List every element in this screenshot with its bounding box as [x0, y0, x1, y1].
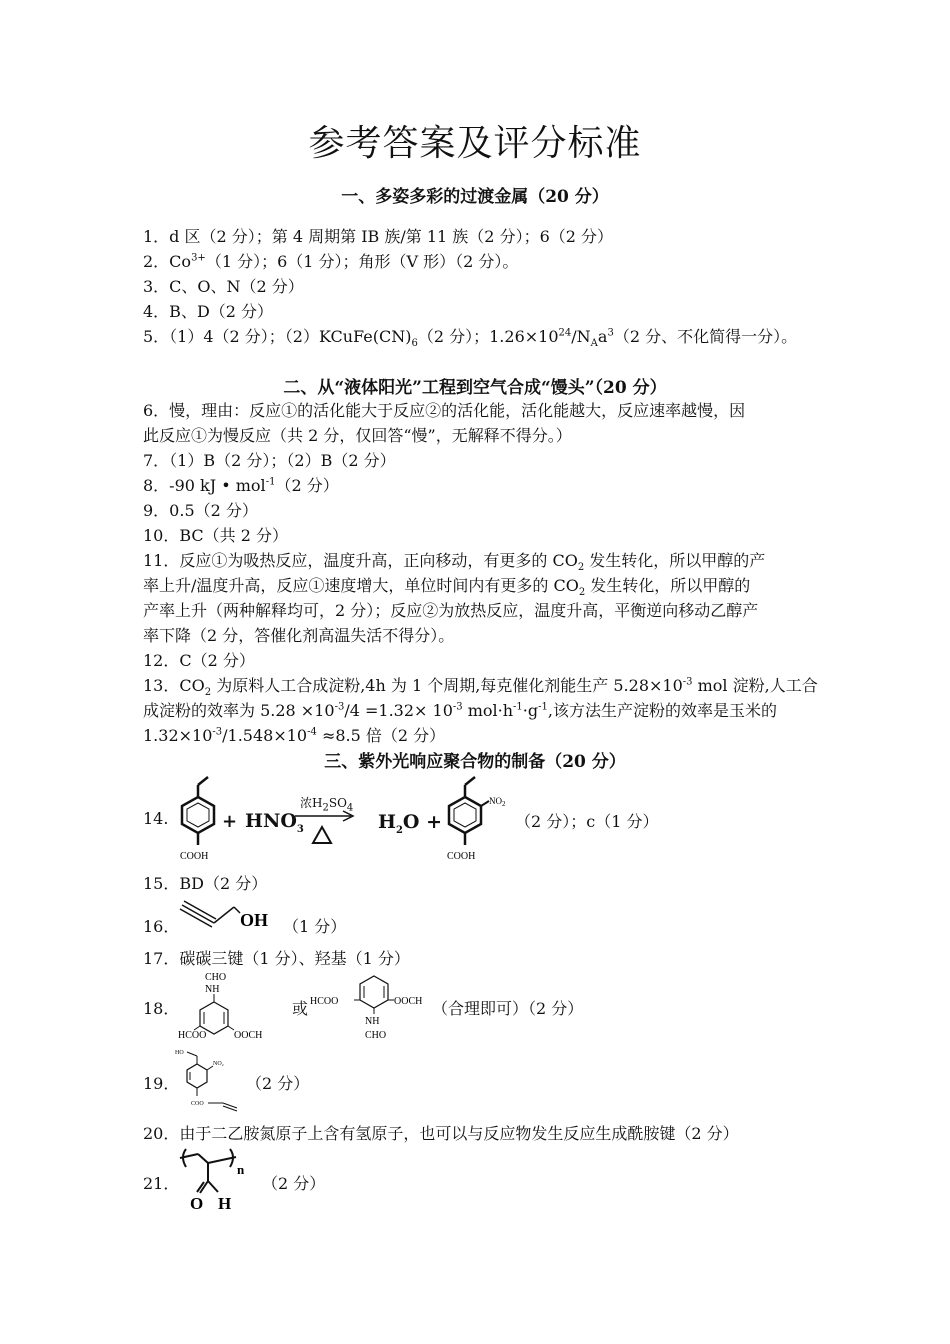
answer-18-score: （合理即可）（2 分） [432, 999, 584, 1018]
q14-no2-sub: 2 [502, 800, 506, 808]
q14-product-structure [437, 775, 527, 870]
answer-5-sup-2: 3 [607, 327, 614, 339]
answer-16-score: （1 分） [283, 917, 347, 936]
answer-11-line-2 [143, 573, 751, 599]
answer-14-reagent-text: HNO [245, 810, 297, 832]
answer-13-l3-sup1: -3 [212, 726, 223, 738]
answer-14-catalyst-b: SO [328, 796, 347, 810]
q18-structure-2 [310, 968, 440, 1043]
answer-13-l2-b: /4 =1.32× 10 [344, 701, 453, 720]
answer-4: 4．B、D（2 分） [143, 302, 274, 321]
q19-coo: COO [191, 1101, 204, 1107]
answer-10: 10．BC（共 2 分） [143, 526, 289, 545]
q14-no2 [489, 796, 506, 808]
answer-14-score: （2 分）；c（1 分） [515, 812, 659, 831]
answer-14-catalyst-sub1: 2 [322, 802, 329, 814]
q14-cooh-1: COOH [180, 851, 209, 862]
q16-propargyl-alcohol-structure [180, 895, 280, 935]
answer-11-l1-sub: 2 [577, 562, 585, 574]
answer-15: 15．BD（2 分） [143, 874, 268, 893]
answer-13-l3-b: /1.548×10 [222, 726, 308, 745]
answer-17: 17．碳碳三键（1 分）、羟基（1 分） [143, 949, 410, 968]
answer-13-l1-sub: 2 [204, 687, 212, 699]
q18-m1-nh: NH [205, 984, 220, 995]
answer-2 [143, 249, 518, 272]
section-heading-3: 三、紫外光响应聚合物的制备（20 分） [324, 752, 626, 772]
answer-12: 12．C（2 分） [143, 651, 255, 670]
answer-3: 3．C、O、N（2 分） [143, 277, 304, 296]
answer-21-score: （2 分） [262, 1174, 326, 1193]
section-heading-2: 二、从“液体阳光”工程到空气合成“馒头”（20 分） [283, 378, 667, 398]
answer-13-l2-sup2: -3 [452, 701, 463, 713]
q14-cooh-2: COOH [447, 851, 476, 862]
answer-13-l2-a: 成淀粉的效率为 5.28 ×10 [143, 701, 335, 720]
q18-structure-1 [178, 968, 293, 1043]
answer-8-text-a: 8．-90 kJ • mol [143, 476, 266, 495]
answer-19-label: 19． [143, 1074, 180, 1093]
answer-21-label: 21． [143, 1174, 180, 1193]
answer-13-line-2 [143, 698, 777, 721]
answer-9: 9．0.5（2 分） [143, 501, 258, 520]
q19-ho: HO [175, 1050, 184, 1056]
answer-5 [143, 324, 798, 350]
answer-11-line-3: 产率上升（两种解释均可，2 分）；反应②为放热反应，温度升高，平衡逆向移动乙醇产 [143, 601, 759, 620]
q21-polymer-structure [178, 1145, 268, 1215]
answer-13-l2-c: mol·h [462, 701, 514, 720]
answer-13-line-1 [143, 673, 818, 699]
answer-2-sup: 3+ [191, 252, 206, 264]
answer-5-text-d: a [597, 327, 608, 346]
answer-5-text-b: （2 分）；1.26×10 [417, 327, 559, 346]
answer-6-line-2: 此反应①为慢反应（共 2 分，仅回答“慢”，无解释不得分。） [143, 426, 572, 445]
answer-11-l2-b: 发生转化，所以甲醇的 [585, 576, 751, 595]
answer-18-or: 或 [292, 999, 309, 1018]
q14-no2-text: NO [489, 796, 502, 806]
answer-13-l2-sup1: -3 [334, 701, 345, 713]
q19-structure [175, 1044, 250, 1114]
answer-13-line-3 [143, 723, 445, 746]
answer-13-l2-e: ,该方法生产淀粉的效率是玉米的 [547, 701, 777, 720]
answer-11-l2-sub: 2 [578, 587, 586, 599]
q18-m1-left: HCOO [178, 1030, 207, 1041]
q18-m2-left: HCOO [310, 996, 339, 1007]
q19-no2: NO₂ [213, 1061, 224, 1067]
answer-14-plus: + [222, 811, 238, 832]
q18-m1-right: OOCH [234, 1030, 263, 1041]
answer-14-reagent-sub: 3 [296, 823, 304, 835]
q18-m2-right: OOCH [394, 996, 423, 1007]
q21-o: O [190, 1194, 204, 1213]
answer-13-l1-a: 13．CO [143, 676, 205, 695]
q18-m1-cho: CHO [205, 972, 227, 983]
answer-13-l2-d: ·g [522, 701, 539, 720]
answer-18-label: 18． [143, 999, 180, 1018]
answer-13-l3-a: 1.32×10 [143, 726, 213, 745]
answer-14-catalyst-a: 浓H [300, 796, 323, 810]
answer-11-l2-a: 率上升/温度升高，反应①速度增大，单位时间内有更多的 CO [143, 576, 579, 595]
answer-13-l3-sup2: -4 [307, 726, 317, 738]
answer-6-line-1: 6．慢，理由：反应①的活化能大于反应②的活化能，活化能越大，反应速率越慢，因 [143, 401, 746, 420]
answer-8 [143, 473, 339, 496]
q18-m2-nh: NH [365, 1016, 380, 1027]
answer-14-water-sub: 2 [395, 824, 403, 836]
answer-14-water-a: H [378, 811, 396, 833]
answer-20: 20．由于二乙胺氮原子上含有氢原子，也可以与反应物发生反应生成酰胺键（2 分） [143, 1124, 739, 1143]
page-title: 参考答案及评分标准 [308, 123, 642, 164]
answer-11-line-4: 率下降（2 分，答催化剂高温失活不得分）。 [143, 626, 455, 645]
answer-11-l1-b: 发生转化，所以甲醇的产 [584, 551, 766, 570]
answer-13-l2-sup4: -1 [538, 701, 548, 713]
answer-8-text-b: （2 分） [275, 476, 339, 495]
answer-14-catalyst [300, 794, 354, 814]
answer-11-l1-a: 11．反应①为吸热反应，温度升高，正向移动，有更多的 CO [143, 551, 578, 570]
answer-5-text-c: /N [571, 327, 591, 346]
q18-m2-cho: CHO [365, 1030, 387, 1041]
answer-14-water [378, 811, 443, 836]
answer-13-l1-sup: -3 [682, 676, 693, 688]
answer-5-text-e: （2 分、不化简得一分）。 [613, 327, 798, 346]
answer-5-sub-2: A [590, 338, 598, 350]
answer-14-catalyst-sub2: 4 [346, 802, 354, 814]
answer-5-sub-1: 6 [411, 338, 418, 350]
answer-1: 1．d 区（2 分）；第 4 周期第 IB 族/第 11 族（2 分）；6（2 分） [143, 227, 614, 246]
reaction-arrow-icon [293, 810, 359, 850]
q16-oh: OH [240, 910, 269, 930]
answer-16-label: 16． [143, 917, 180, 936]
answer-13-l2-sup3: -1 [513, 701, 523, 713]
answer-14-water-b: O + [402, 811, 443, 833]
answer-2-text-a: 2．Co [143, 252, 192, 271]
answer-5-sup-1: 24 [558, 327, 572, 339]
q21-n: n [237, 1162, 245, 1177]
answer-11-line-1 [143, 548, 766, 574]
section-heading-1: 一、多姿多彩的过渡金属（20 分） [341, 187, 609, 207]
q21-h: H [218, 1194, 232, 1213]
answer-14-label: 14. [143, 809, 169, 828]
answer-5-text-a: 5．（1）4（2 分）；（2）KCuFe(CN) [143, 327, 412, 346]
answer-19-score: （2 分） [246, 1074, 310, 1093]
answer-2-text-b: （1 分）；6（1 分）；角形（V 形）（2 分）。 [205, 252, 519, 271]
answer-13-l1-c: mol 淀粉,人工合 [692, 676, 818, 695]
answer-13-l1-b: 为原料人工合成淀粉,4h 为 1 个周期,每克催化剂能生产 5.28×10 [211, 676, 683, 695]
answer-7: 7．（1）B（2 分）；（2）B（2 分） [143, 451, 396, 470]
answer-8-sup: -1 [265, 476, 276, 488]
answer-13-l3-c: ≈8.5 倍（2 分） [316, 726, 446, 745]
